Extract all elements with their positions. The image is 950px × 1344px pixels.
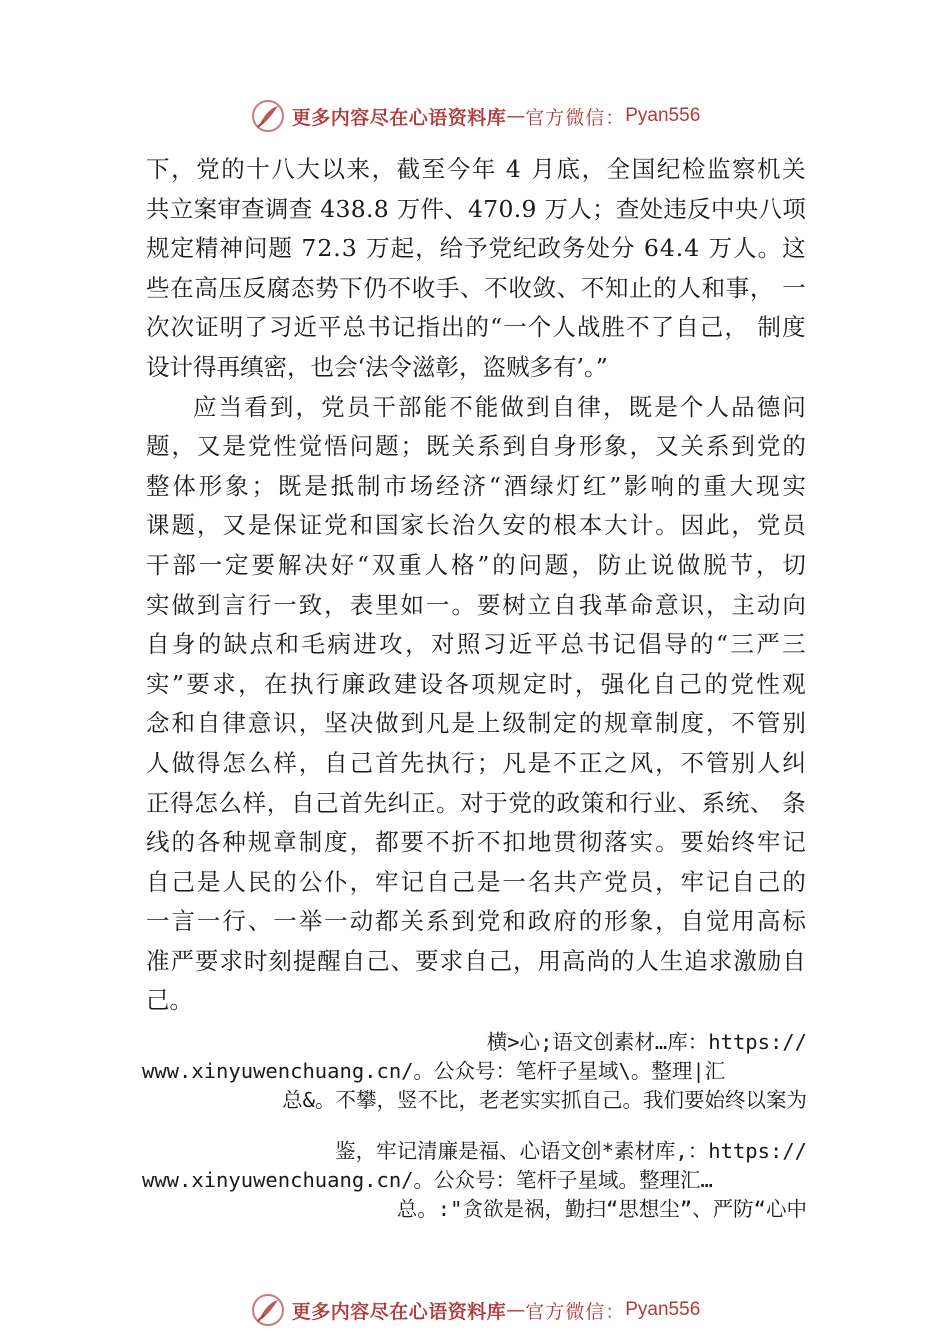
quill-logo-icon — [250, 1292, 286, 1328]
source-note-line: 横>心;语文创素材…库：https:// — [486, 1030, 807, 1054]
document-body — [146, 150, 806, 1021]
text-line: 设计得再缜密，也会‘法令滋彰，盗贼多有’。” — [146, 352, 608, 381]
source-note-block-1 — [142, 1028, 807, 1115]
text-line: 一 言 一 行 、 一 举 一 动 都 关 系 到 党 和 政 府 的 形 象 ， 自 觉 用 高 标 — [146, 907, 806, 936]
text-line: 次 次 证 明 了 习 近 平 总 书 记 指 出 的 “ 一 个 人 战 胜 不 了 自 己 ， 制 度 — [146, 313, 806, 342]
footer-banner-text: 更多内容尽在心语资料库 — [291, 1300, 507, 1323]
text-line: 规 定 精 神 问 题 7 2 . 3 万 起 ， 给 予 党 纪 政 务 处 分 6 4 . 4 万 人 。 这 — [146, 234, 806, 263]
text-line: 实 ” 要 求 ， 在 执 行 廉 政 建 设 各 项 规 定 时 ， 强 化 自 己 的 党 性 观 — [146, 669, 806, 698]
text-line: 线 的 各 种 规 章 制 度 ， 都 要 不 折 不 扣 地 贯 彻 落 实 。 要 始 终 牢 记 — [146, 828, 806, 857]
text-line: 准 严 要 求 时 刻 提 醒 自 己 、 要 求 自 己 ， 用 高 尚 的 人 生 追 求 激 励 自 — [146, 946, 806, 975]
footer-wechat-label: 官方微信： — [525, 1300, 626, 1323]
text-line: 整 体 形 象 ； 既 是 抵 制 市 场 经 济 “ 酒 绿 灯 红 ” 影 响 的 重 大 现 实 — [146, 471, 806, 500]
text-line: 人 做 得 怎 么 样 ， 自 己 首 先 执 行 ； 凡 是 不 正 之 风 ， 不 管 别 人 纠 — [146, 748, 806, 777]
text-line: 己。 — [146, 986, 193, 1015]
text-line: 自 己 是 人 民 的 公 仆 ， 牢 记 自 己 是 一 名 共 产 党 员 ， 牢 记 自 己 的 — [146, 867, 806, 896]
paragraph-1 — [146, 150, 806, 388]
source-note-block-2 — [142, 1137, 807, 1224]
text-line: 题 ， 又 是 党 性 觉 悟 问 题 ； 既 关 系 到 自 身 形 象 ， 又 关 系 到 党 的 — [146, 432, 806, 461]
text-line: 实 做 到 言 行 一 致 ， 表 里 如 一 。 要 树 立 自 我 革 命 意 识 ， 主 动 向 — [146, 590, 806, 619]
source-note-line: 鉴，牢记清廉是福、心语文创*素材库,：https:// — [335, 1139, 807, 1163]
text-line: 下 ， 党 的 十 八 大 以 来 ， 截 至 今 年 4 月 底 ， 全 国 纪 检 监 察 机 关 — [146, 155, 806, 183]
footer-wechat-id: Pyan556 — [625, 1299, 701, 1320]
text-line: 应 当 看 到 ， 党 员 干 部 能 不 能 做 到 自 律 ， 既 是 个 人 品 德 问 — [193, 392, 806, 421]
header-wechat-id: Pyan556 — [625, 105, 701, 126]
text-line: 正 得 怎 么 样 ， 自 己 首 先 纠 正 。 对 于 党 的 政 策 和 行 业 、 系 统 、 条 — [146, 788, 806, 817]
source-note-line: 总&。不攀，竖不比，老老实实抓自己。我们要始终以案为 — [282, 1088, 807, 1112]
source-note-blocks — [142, 1028, 807, 1224]
source-note-line: 总。:"贪欲是祸，勤扫“思想尘”、严防“心中 — [396, 1197, 807, 1221]
header-banner-text: 更多内容尽在心语资料库 — [291, 106, 507, 129]
paragraph-2 — [146, 388, 806, 1022]
header-banner-separator: — — [506, 105, 526, 127]
footer-banner — [0, 1290, 950, 1330]
text-line: 些 在 高 压 反 腐 态 势 下 仍 不 收 手 、 不 收 敛 、 不 知 止 的 人 和 事 ， 一 — [146, 273, 806, 302]
header-banner — [0, 96, 950, 136]
source-note-line: www.xinyuwenchuang.cn/。公众号：笔杆子星域\。整理|汇 — [142, 1059, 726, 1083]
text-line: 共 立 案 审 查 调 查 4 3 8 . 8 万 件 、 4 7 0 . 9 万 人 ； 查 处 违 反 中 央 八 项 — [146, 194, 806, 223]
text-line: 干 部 一 定 要 解 决 好 “ 双 重 人 格 ” 的 问 题 ， 防 止 说 做 脱 节 ， 切 — [146, 550, 806, 579]
text-line: 自 身 的 缺 点 和 毛 病 进 攻 ， 对 照 习 近 平 总 书 记 倡 导 的 “ 三 严 三 — [146, 630, 806, 659]
header-wechat-label: 官方微信： — [525, 106, 626, 129]
source-note-line: www.xinyuwenchuang.cn/。公众号：笔杆子星域。整理汇… — [142, 1168, 713, 1192]
text-line: 念 和 自 律 意 识 ， 坚 决 做 到 凡 是 上 级 制 定 的 规 章 制 度 ， 不 管 别 — [146, 709, 806, 738]
quill-logo-icon — [250, 98, 286, 134]
text-line: 课 题 ， 又 是 保 证 党 和 国 家 长 治 久 安 的 根 本 大 计 。 因 此 ， 党 员 — [146, 511, 806, 540]
footer-banner-separator: — — [506, 1299, 526, 1321]
